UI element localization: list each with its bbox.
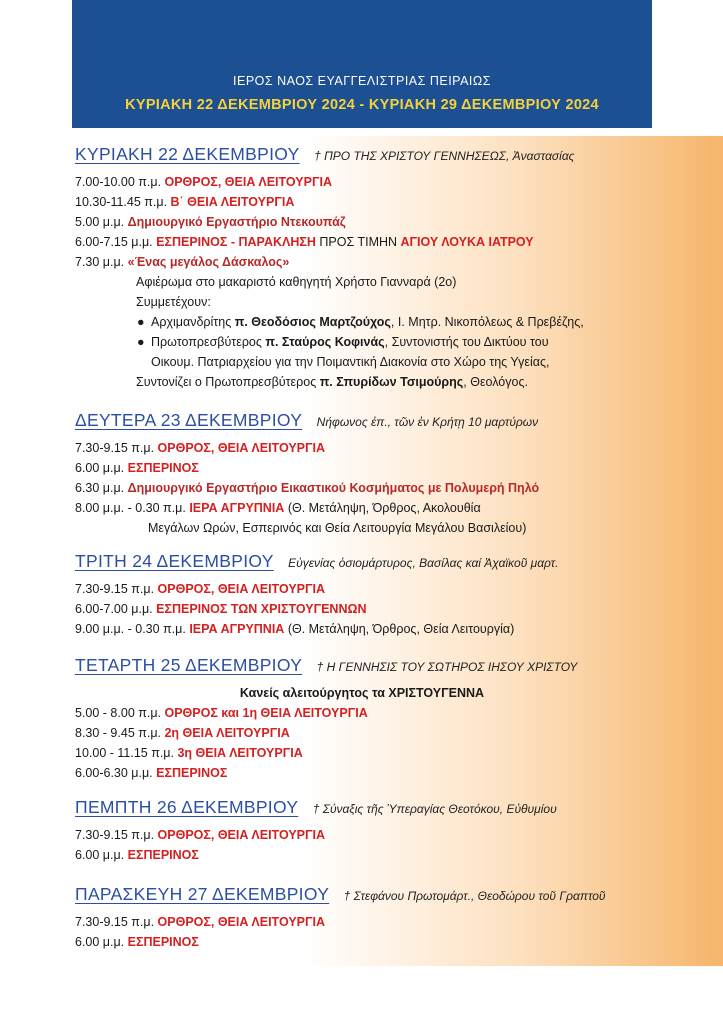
line-text: ΟΡΘΡΟΣ, ΘΕΙΑ ΛΕΙΤΟΥΡΓΙΑ	[157, 582, 326, 596]
schedule-line	[75, 232, 723, 252]
schedule-line	[75, 599, 723, 619]
line-text: Β΄ ΘΕΙΑ ΛΕΙΤΟΥΡΓΙΑ	[170, 195, 295, 209]
line-text: , Συντονιστής του Δικτύου του	[384, 335, 549, 349]
schedule-lines	[75, 579, 723, 639]
line-text: ΟΡΘΡΟΣ και 1η ΘΕΙΑ ΛΕΙΤΟΥΡΓΙΑ	[164, 706, 368, 720]
service-time: 7.00-10.00 π.μ.	[75, 175, 165, 189]
line-text: 2η ΘΕΙΑ ΛΕΙΤΟΥΡΓΙΑ	[164, 726, 290, 740]
schedule-lines	[75, 172, 723, 392]
service-time: 6.00-6.30 μ.μ.	[75, 766, 157, 780]
schedule-lines	[75, 825, 723, 865]
day-section-wednesday-25	[0, 647, 723, 789]
service-time: 6.30 μ.μ.	[75, 481, 128, 495]
schedule-line	[75, 703, 723, 723]
schedule-line	[75, 272, 723, 292]
line-text: ΑΓΙΟΥ ΛΟΥΚΑ ΙΑΤΡΟΥ	[400, 235, 534, 249]
service-time: 9.00 μ.μ. - 0.30 π.μ.	[75, 622, 190, 636]
schedule-lines	[75, 912, 723, 952]
feast-name: † Στεφάνου Πρωτομάρτ., Θεοδώρου τοῦ Γραπτοῦ	[343, 889, 606, 903]
schedule-line	[75, 372, 723, 392]
day-name: ΔΕΥΤΕΡΑ 23 ΔΕΚΕΜΒΡΙΟΥ	[75, 410, 303, 430]
feast-name: † ΠΡΟ ΤΗΣ ΧΡΙΣΤΟΥ ΓΕΝΝΗΣΕΩΣ, Ἀναστασίας	[314, 149, 575, 163]
schedule-line	[75, 438, 723, 458]
schedule-line	[75, 743, 723, 763]
day-section-sunday-22	[0, 136, 723, 402]
service-time: 5.00 - 8.00 π.μ.	[75, 706, 165, 720]
line-text: ΙΕΡΑ ΑΓΡΥΠΝΙΑ	[189, 501, 285, 515]
line-text: Αρχιμανδρίτης	[151, 315, 235, 329]
feast-name: † Σύναξις τῆς Ὑπεραγίας Θεοτόκου, Εὐθυμίου	[312, 802, 557, 816]
service-time: 7.30-9.15 π.μ.	[75, 915, 158, 929]
line-text: Αφιέρωμα στο μακαριστό καθηγητή Χρήστο Γιανναρά (2ο)	[136, 275, 457, 289]
church-name: ΙΕΡΟΣ ΝΑΟΣ ΕΥΑΓΓΕΛΙΣΤΡΙΑΣ ΠΕΙΡΑΙΩΣ	[233, 74, 491, 88]
service-time: 6.00 μ.μ.	[75, 461, 128, 475]
schedule-line	[75, 292, 723, 312]
line-text: Δημιουργικό Εργαστήριο Εικαστικού Κοσμήματος με Πολυμερή Πηλό	[127, 481, 540, 495]
day-title-row	[75, 551, 558, 572]
service-time: 7.30-9.15 π.μ.	[75, 582, 158, 596]
day-title-row	[75, 144, 575, 165]
line-text: ΕΣΠΕΡΙΝΟΣ	[156, 766, 228, 780]
schedule-line	[75, 845, 723, 865]
schedule-line	[75, 332, 723, 352]
line-text: 3η ΘΕΙΑ ΛΕΙΤΟΥΡΓΙΑ	[177, 746, 303, 760]
schedule-lines	[75, 438, 723, 538]
line-text: ΕΣΠΕΡΙΝΟΣ ΤΩΝ ΧΡΙΣΤΟΥΓΕΝΝΩΝ	[156, 602, 367, 616]
line-text: ΕΣΠΕΡΙΝΟΣ	[127, 848, 199, 862]
schedule-line	[75, 723, 723, 743]
service-time: 6.00 μ.μ.	[75, 935, 128, 949]
schedule-line	[75, 932, 723, 952]
feast-name: † Η ΓΕΝΝΗΣΙΣ ΤΟΥ ΣΩΤΗΡΟΣ ΙΗΣΟΥ ΧΡΙΣΤΟΥ	[316, 660, 578, 674]
day-title-row	[75, 410, 538, 431]
day-name: ΚΥΡΙΑΚΗ 22 ΔΕΚΕΜΒΡΙΟΥ	[75, 144, 300, 164]
day-name: ΤΕΤΑΡΤΗ 25 ΔΕΚΕΜΒΡΙΟΥ	[75, 655, 303, 675]
line-text: π. Θεοδόσιος Μαρτζούχος	[234, 315, 391, 329]
service-time: 5.00 μ.μ.	[75, 215, 128, 229]
line-text: Κανείς αλειτούργητος τα ΧΡΙΣΤΟΥΓΕΝΝΑ	[239, 686, 485, 700]
feast-name: Νήφωνος ἐπ., τῶν ἐν Κρήτῃ 10 μαρτύρων	[316, 415, 539, 429]
day-section-friday-27	[0, 876, 723, 966]
date-range: ΚΥΡΙΑΚΗ 22 ΔΕΚΕΜΒΡΙΟΥ 2024 - ΚΥΡΙΑΚΗ 29 ΔΕΚΕΜΒΡΙΟΥ 2024	[125, 97, 599, 113]
service-time: 8.30 - 9.45 π.μ.	[75, 726, 165, 740]
line-text: π. Σπυρίδων Τσιμούρης	[319, 375, 464, 389]
line-text: ΙΕΡΑ ΑΓΡΥΠΝΙΑ	[189, 622, 285, 636]
line-text: π. Σταύρος Κοφινάς	[265, 335, 385, 349]
line-text: Μεγάλων Ωρών, Εσπερινός και Θεία Λειτουργία Μεγάλου Βασιλείου)	[148, 521, 527, 535]
service-time: 6.00-7.00 μ.μ.	[75, 602, 157, 616]
schedule-line	[75, 458, 723, 478]
schedule-line	[75, 192, 723, 212]
schedule-line	[75, 912, 723, 932]
service-time: 7.30-9.15 π.μ.	[75, 441, 158, 455]
line-text: ΠΡΟΣ ΤΙΜΗΝ	[315, 235, 401, 249]
schedule-line	[75, 579, 723, 599]
service-time: 10.30-11.45 π.μ.	[75, 195, 171, 209]
schedule-lines	[75, 683, 723, 783]
header-banner	[72, 0, 652, 128]
day-title-row	[75, 884, 606, 905]
day-name: ΤΡΙΤΗ 24 ΔΕΚΕΜΒΡΙΟΥ	[75, 551, 274, 571]
line-text: ΕΣΠΕΡΙΝΟΣ	[127, 461, 199, 475]
line-text: (Θ. Μετάληψη, Όρθρος, Ακολουθία	[284, 501, 481, 515]
day-section-tuesday-24	[0, 543, 723, 647]
schedule-line	[75, 172, 723, 192]
line-text: ΟΡΘΡΟΣ, ΘΕΙΑ ΛΕΙΤΟΥΡΓΙΑ	[157, 915, 326, 929]
schedule-line	[75, 212, 723, 232]
day-title-row	[75, 655, 577, 676]
day-title-row	[75, 797, 557, 818]
line-text: Πρωτοπρεσβύτερος	[151, 335, 266, 349]
line-text: (Θ. Μετάληψη, Όρθρος, Θεία Λειτουργία)	[284, 622, 515, 636]
service-time: 7.30 μ.μ.	[75, 255, 128, 269]
day-name: ΠΑΡΑΣΚΕΥΗ 27 ΔΕΚΕΜΒΡΙΟΥ	[75, 884, 330, 904]
line-text: ΕΣΠΕΡΙΝΟΣ	[127, 935, 199, 949]
schedule-line	[75, 518, 723, 538]
service-time: 10.00 - 11.15 π.μ.	[75, 746, 178, 760]
schedule-line	[75, 478, 723, 498]
service-time: 8.00 μ.μ. - 0.30 π.μ.	[75, 501, 190, 515]
line-text: Συντονίζει ο Πρωτοπρεσβύτερος	[136, 375, 320, 389]
line-text: ΟΡΘΡΟΣ, ΘΕΙΑ ΛΕΙΤΟΥΡΓΙΑ	[164, 175, 332, 189]
line-text: , Θεολόγος.	[463, 375, 528, 389]
schedule-line	[75, 763, 723, 783]
schedule-line	[75, 825, 723, 845]
line-text: Οικουμ. Πατριαρχείου για την Ποιμαντική Διακονία στο Χώρο της Υγείας,	[151, 355, 550, 369]
schedule-line	[75, 352, 723, 372]
schedule-line	[75, 683, 723, 703]
schedule-line	[75, 619, 723, 639]
line-text: «Ένας μεγάλος Δάσκαλος»	[127, 255, 290, 269]
line-text: ΟΡΘΡΟΣ, ΘΕΙΑ ΛΕΙΤΟΥΡΓΙΑ	[157, 828, 326, 842]
line-text: Συμμετέχουν:	[136, 295, 211, 309]
schedule-line	[75, 252, 723, 272]
day-section-monday-23	[0, 402, 723, 543]
line-text: ΟΡΘΡΟΣ, ΘΕΙΑ ΛΕΙΤΟΥΡΓΙΑ	[157, 441, 326, 455]
day-section-thursday-26	[0, 789, 723, 876]
line-text: ΕΣΠΕΡΙΝΟΣ - ΠΑΡΑΚΛΗΣΗ	[156, 235, 316, 249]
line-text: Δημιουργικό Εργαστήριο Ντεκουπάζ	[127, 215, 346, 229]
bullet-icon: ●	[137, 335, 145, 349]
service-time: 7.30-9.15 π.μ.	[75, 828, 158, 842]
schedule-line	[75, 312, 723, 332]
bullet-icon: ●	[137, 315, 145, 329]
service-time: 6.00 μ.μ.	[75, 848, 128, 862]
day-name: ΠΕΜΠΤΗ 26 ΔΕΚΕΜΒΡΙΟΥ	[75, 797, 299, 817]
feast-name: Εὐγενίας ὁσιομάρτυρος, Βασίλας καί Ἀχαϊκοῦ μαρτ.	[288, 556, 559, 570]
service-time: 6.00-7.15 μ.μ.	[75, 235, 157, 249]
schedule-line	[75, 498, 723, 518]
line-text: , Ι. Μητρ. Νικοπόλεως & Πρεβέζης,	[390, 315, 584, 329]
